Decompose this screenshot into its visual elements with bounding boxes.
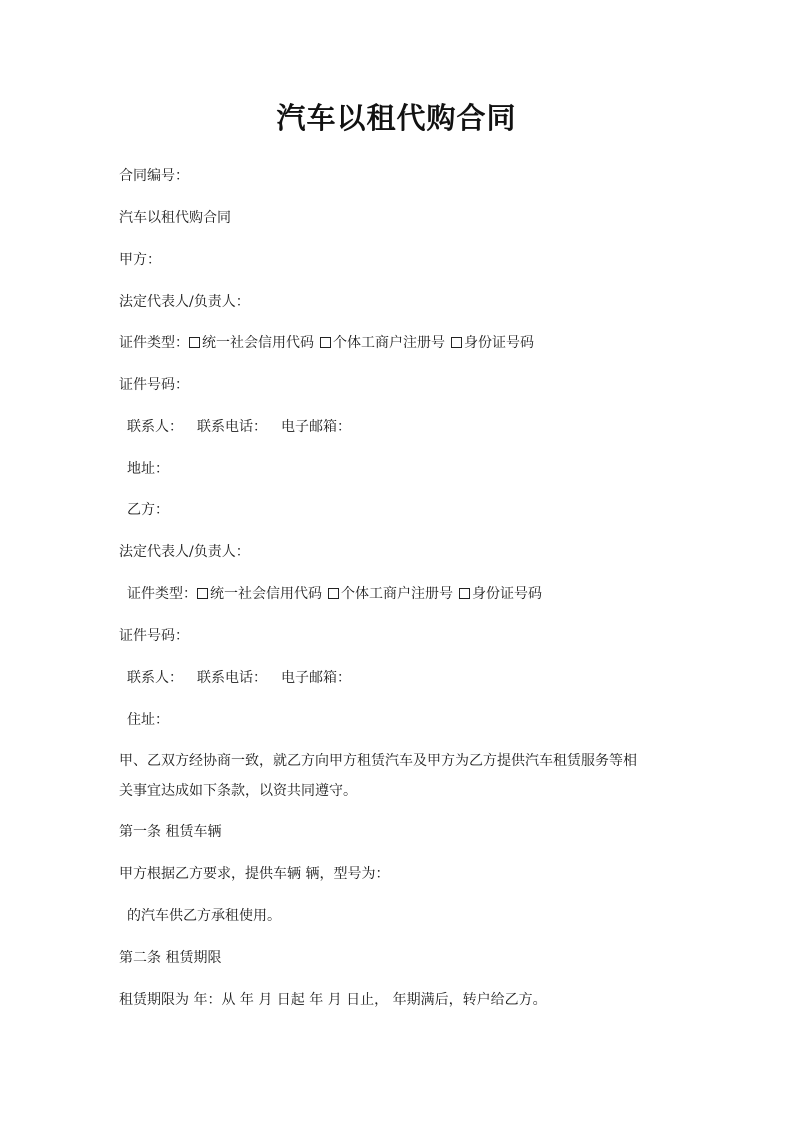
party-b-id-type-label: 证件类型： (127, 586, 197, 602)
party-a-legal-rep: 法定代表人/负责人： (119, 294, 250, 310)
party-a-label: 甲方： (119, 252, 161, 268)
page-title: 汽车以租代购合同 (276, 101, 517, 135)
article-1-text: 甲方根据乙方要求，提供车辆 辆，型号为： (119, 866, 390, 882)
contact-phone-label: 联系电话： (197, 670, 267, 686)
article-2-heading: 第二条 租赁期限 (119, 950, 222, 966)
id-type-option: 统一社会信用代码 (202, 335, 314, 351)
contract-number-label: 合同编号： (119, 168, 189, 184)
id-type-option: 身份证号码 (464, 335, 534, 351)
party-b-address: 住址： (127, 712, 169, 728)
email-label: 电子邮箱： (281, 670, 351, 686)
party-b-id-type-row (127, 584, 542, 604)
checkbox-icon[interactable] (320, 337, 331, 348)
party-a-id-type-label: 证件类型： (119, 335, 189, 351)
party-b-legal-rep: 法定代表人/负责人： (119, 544, 250, 560)
article-2-text: 租赁期限为 年：从 年 月 日起 年 月 日止， 年期满后，转户给乙方。 (119, 992, 547, 1008)
checkbox-icon[interactable] (197, 588, 208, 599)
id-type-option: 身份证号码 (472, 586, 542, 602)
preamble-line: 甲、乙双方经协商一致，就乙方向甲方租赁汽车及甲方为乙方提供汽车租赁服务等相 (119, 753, 637, 769)
party-b-label: 乙方： (127, 502, 169, 518)
preamble-line: 关事宜达成如下条款，以资共同遵守。 (119, 783, 357, 799)
party-a-id-number: 证件号码： (119, 377, 189, 393)
article-1-heading: 第一条 租赁车辆 (119, 824, 222, 840)
checkbox-icon[interactable] (459, 588, 470, 599)
contract-subtitle: 汽车以租代购合同 (119, 210, 231, 226)
id-type-option: 个体工商户注册号 (341, 586, 453, 602)
checkbox-icon[interactable] (328, 588, 339, 599)
contact-phone-label: 联系电话： (197, 419, 267, 435)
checkbox-icon[interactable] (451, 337, 462, 348)
party-b-id-number: 证件号码： (119, 628, 189, 644)
checkbox-icon[interactable] (189, 337, 200, 348)
party-a-id-type-row (119, 333, 534, 353)
party-a-address: 地址： (127, 461, 169, 477)
id-type-option: 统一社会信用代码 (210, 586, 322, 602)
article-1-text: 的汽车供乙方承租使用。 (127, 908, 281, 924)
email-label: 电子邮箱： (281, 419, 351, 435)
contact-person-label: 联系人： (127, 419, 183, 435)
party-b-contact-row (127, 668, 351, 688)
party-a-contact-row (127, 417, 351, 437)
id-type-option: 个体工商户注册号 (333, 335, 445, 351)
contact-person-label: 联系人： (127, 670, 183, 686)
